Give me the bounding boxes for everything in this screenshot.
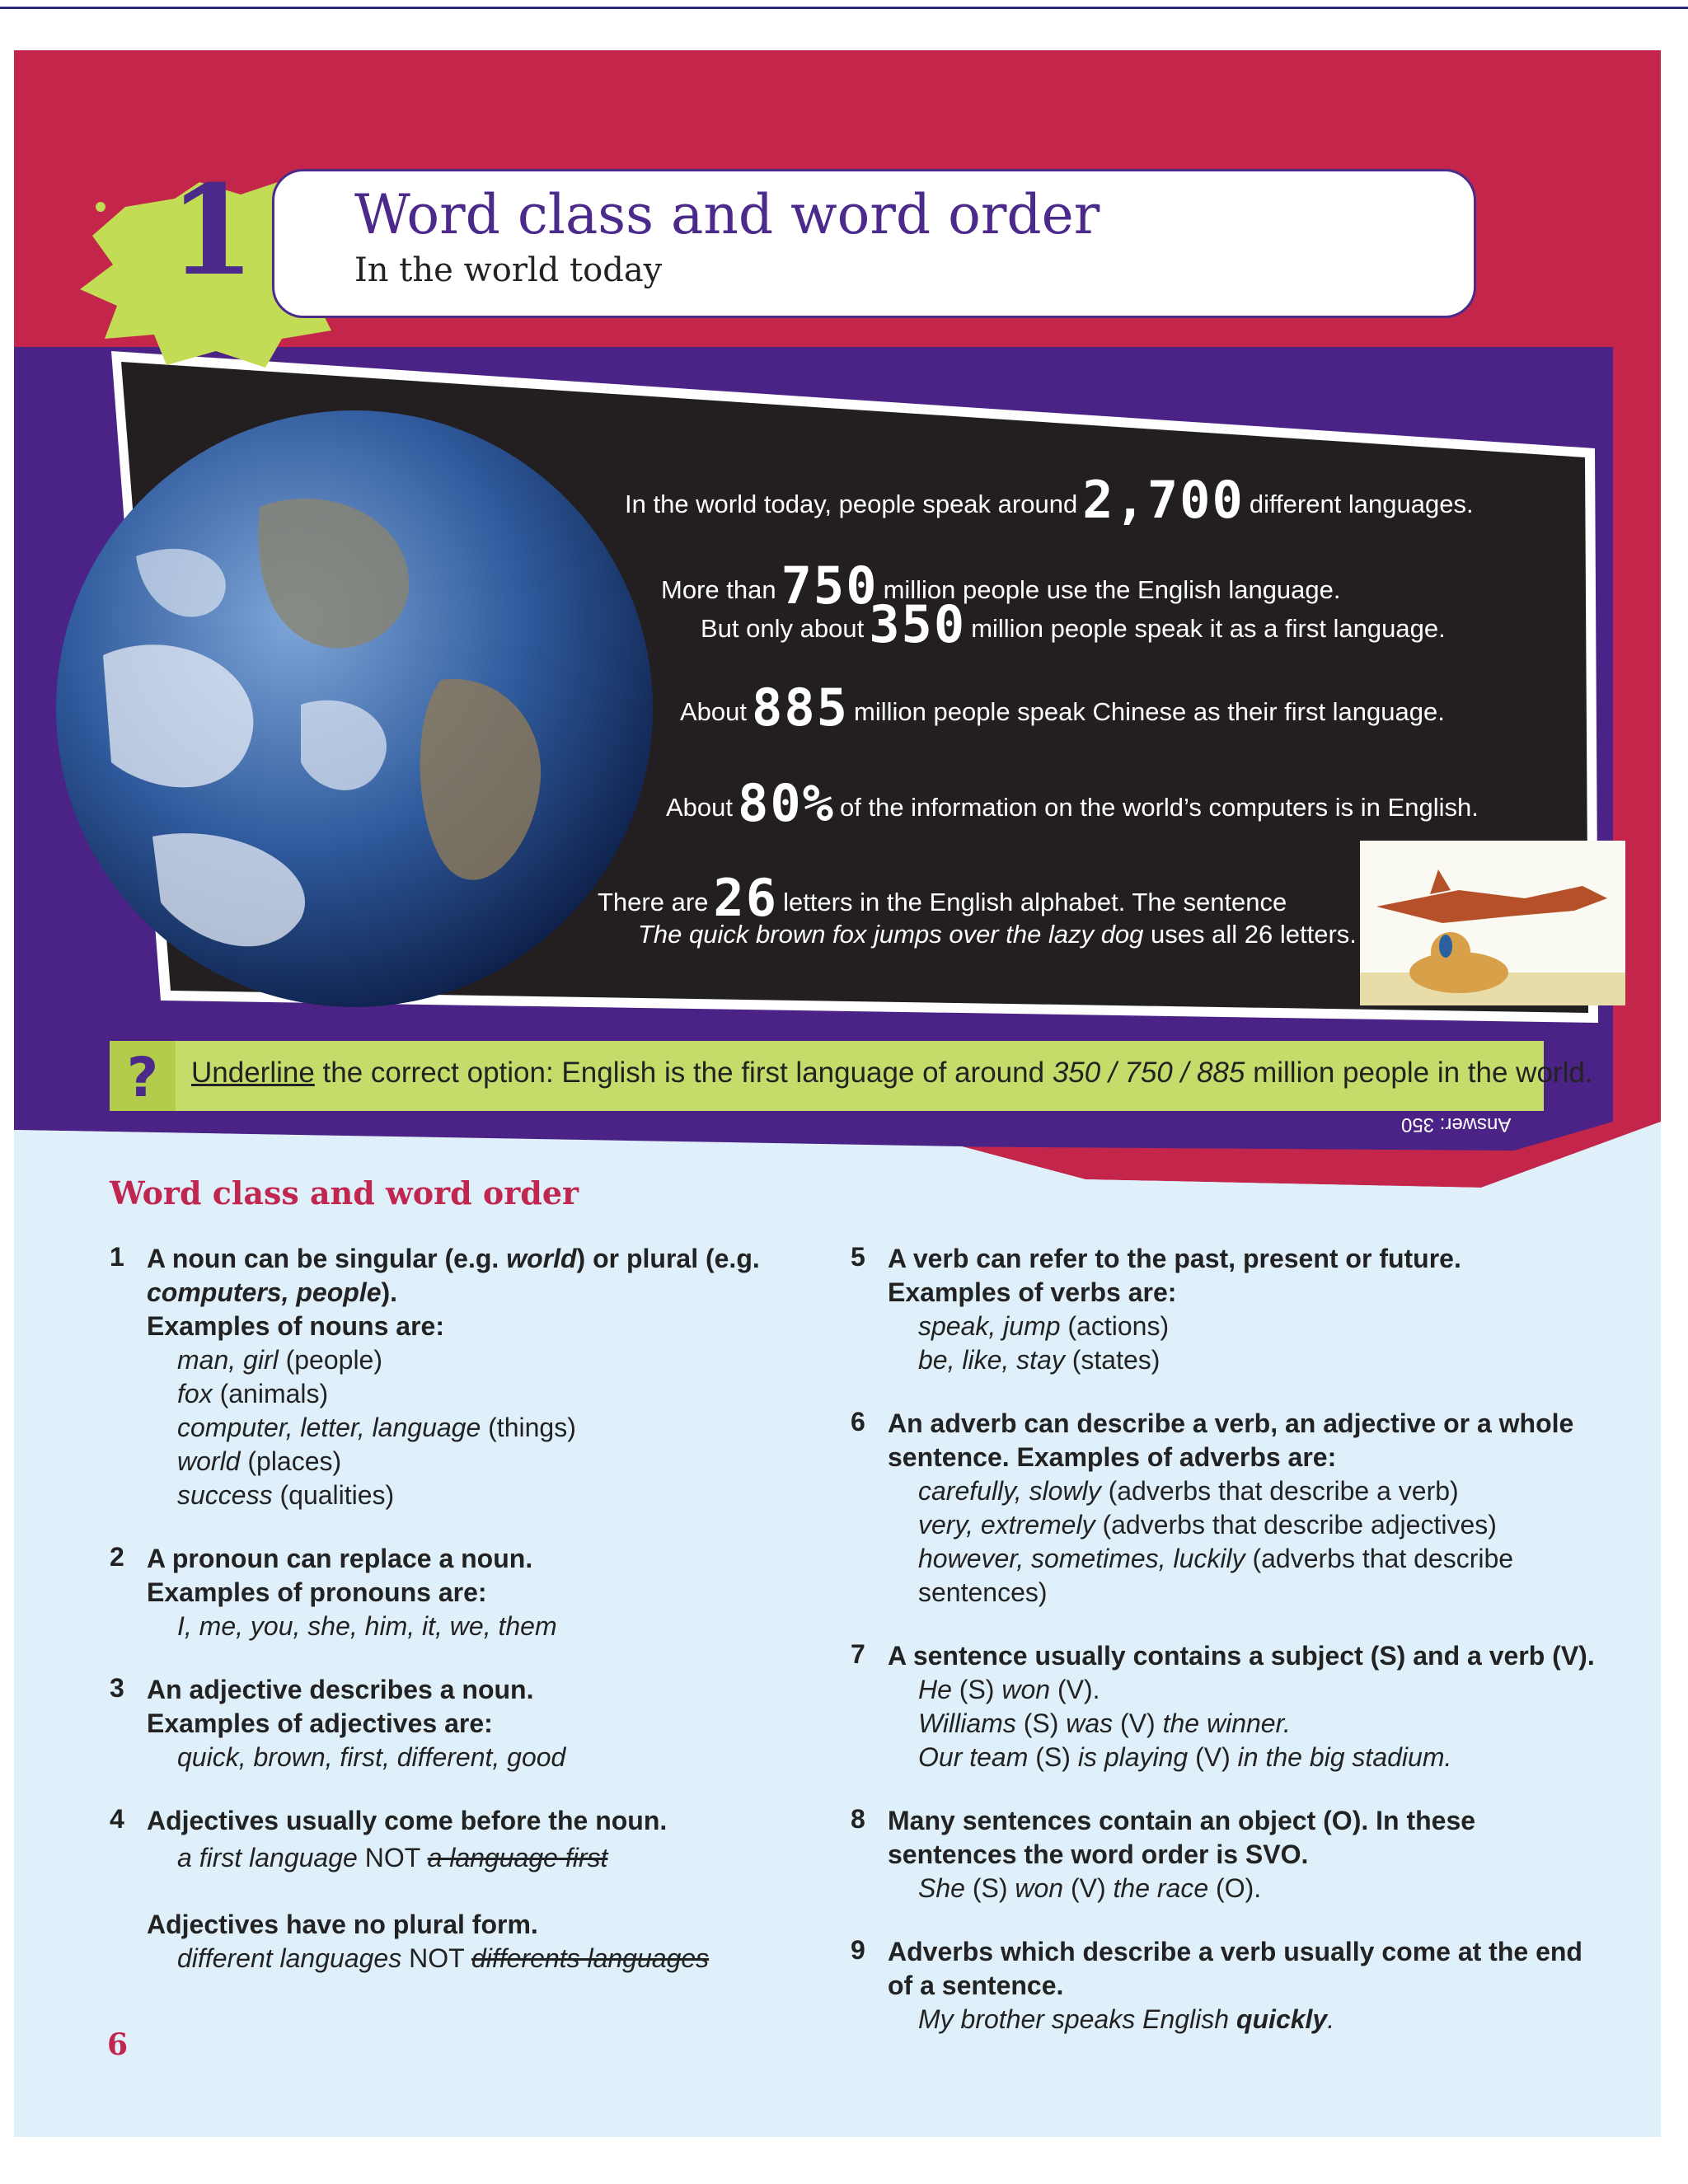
rule-number: 7 (851, 1639, 865, 1669)
rule-7: 7 A sentence usually contains a subject (S) and a verb (V). He (S) won (V). Williams (S) was (V) the winner. Our team (S) is playing (V) in the big stadium. (851, 1639, 1595, 1772)
fact-languages: In the world today, people speak around2,700 different languages. (625, 470, 1474, 530)
earth-image (54, 408, 655, 1010)
rule-number: 6 (851, 1407, 865, 1436)
rule-5: 5 A verb can refer to the past, present or future. Examples of verbs are: speak, jump (actions) be, like, stay (states) (851, 1242, 1461, 1375)
rule-number: 8 (851, 1804, 865, 1834)
rule-number: 3 (110, 1673, 124, 1703)
rule-number: 9 (851, 1935, 865, 1965)
page (14, 50, 1661, 2137)
left-column (110, 1242, 851, 1975)
rule-1: 1 A noun can be singular (e.g. world) or plural (e.g. computers, people). Examples of nouns are: man, girl (people) fox (animals) computer, letter, language (things) world (places) success (qualities) (110, 1242, 760, 1510)
section-heading: Word class and word order (110, 1174, 579, 1212)
rule-4: 4 Adjectives usually come before the noun. a first language NOT a language first Adjectives have no plural form. different languages NOT differents languages (110, 1804, 710, 1973)
rule-number: 1 (110, 1242, 124, 1272)
rule-3: 3 An adjective describes a noun. Examples of adjectives are: quick, brown, first, different, good (110, 1673, 566, 1772)
upside-down-answer: Answer: 350 (1401, 1113, 1512, 1136)
chapter-number: 1 (169, 158, 256, 303)
question-mark-icon: ? (126, 1046, 159, 1109)
fact-computer-information: About80% of the information on the world’s computers is in English. (666, 773, 1479, 833)
rule-8: 8 Many sentences contain an object (O). In these sentences the word order is SVO. She (S) won (V) the race (O). (851, 1804, 1476, 1903)
top-rule (0, 7, 1688, 9)
rule-number: 5 (851, 1242, 865, 1272)
fact-alphabet: There are26 letters in the English alphabet. The sentence (598, 868, 1287, 928)
right-column (851, 1242, 1625, 2036)
fact-pangram: The quick brown fox jumps over the lazy dog uses all 26 letters. (638, 920, 1357, 949)
page-number: 6 (107, 2027, 129, 2062)
fact-english-first-language: But only about350 million people speak it as a first language. (701, 594, 1446, 654)
rule-number: 4 (110, 1804, 124, 1834)
fox-and-dog-illustration (1360, 841, 1625, 1005)
rule-2: 2 A pronoun can replace a noun. Examples of pronouns are: I, me, you, she, him, it, we, them (110, 1542, 557, 1641)
chapter-title: Word class and word order (354, 183, 1100, 246)
chapter-subtitle: In the world today (354, 251, 663, 289)
rule-9: 9 Adverbs which describe a verb usually come at the end of a sentence. My brother speaks English quickly. (851, 1935, 1582, 2034)
question-text: Underline the correct option: English is the first language of around 350 / 750 / 885 million people in the world. (191, 1057, 1593, 1089)
fact-english-users: More than750 million people use the English language. (661, 555, 1341, 616)
rule-number: 2 (110, 1542, 124, 1572)
rule-6: 6 An adverb can describe a verb, an adjective or a whole sentence. Examples of adverbs are: carefully, slowly (adverbs that describe a verb) very, extremely (adverbs that describe adjectives) however, sometimes, luckily (adverbs that describe sentences) (851, 1407, 1574, 1607)
fact-chinese: About885 million people speak Chinese as their first language. (680, 677, 1445, 738)
